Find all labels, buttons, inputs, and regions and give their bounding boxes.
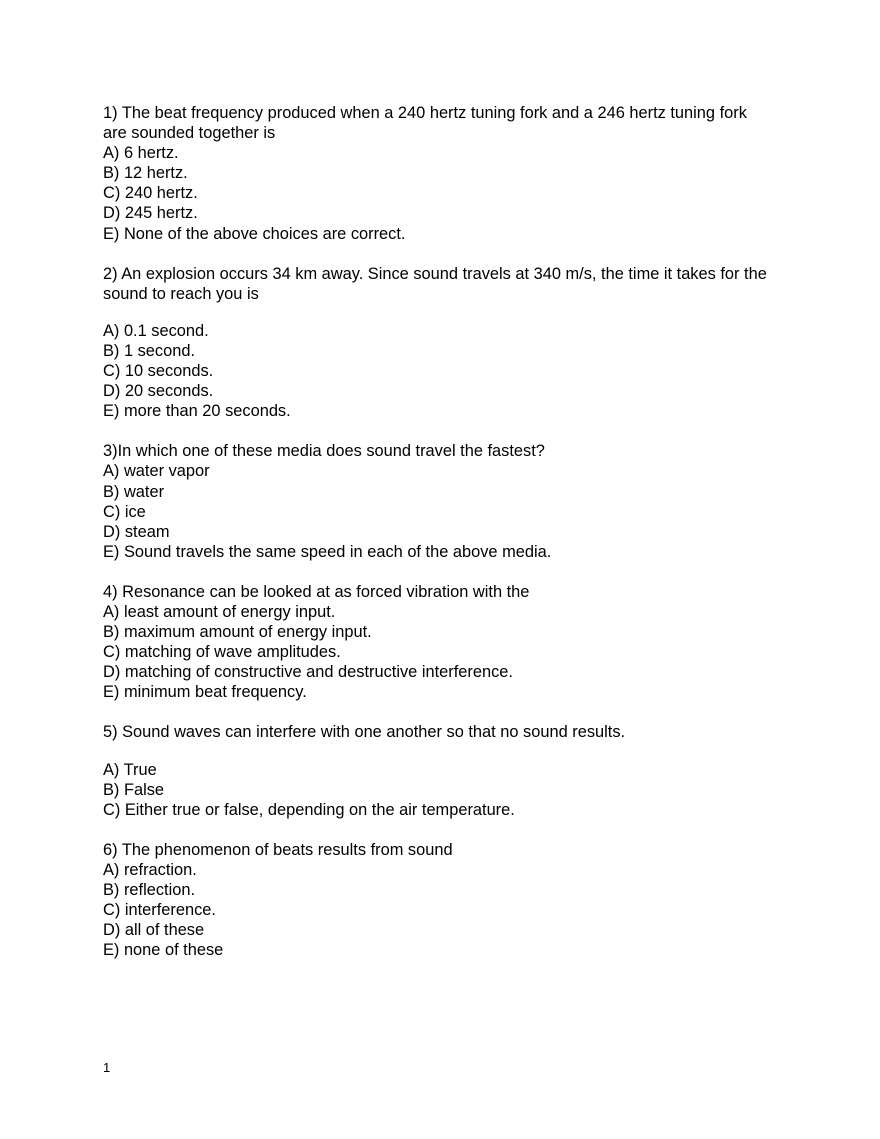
answer-choice: D) 20 seconds. xyxy=(103,382,214,401)
page-number: 1 xyxy=(103,1060,111,1075)
question-list xyxy=(103,103,793,960)
answer-choice: B) 1 second. xyxy=(103,341,196,360)
question-stem: 6) The phenomenon of beats results from sound xyxy=(103,840,453,859)
answer-choice: C) Either true or false, depending on the air temperature. xyxy=(103,800,515,819)
answer-choices xyxy=(103,760,793,820)
answer-choices xyxy=(103,321,793,421)
answer-choice: E) more than 20 seconds. xyxy=(103,402,291,421)
question-6 xyxy=(103,840,793,961)
answer-choices xyxy=(103,860,793,960)
answer-choices xyxy=(103,602,793,702)
answer-choice: C) 240 hertz. xyxy=(103,184,198,203)
question-stem: 5) Sound waves can interfere with one another so that no sound results. xyxy=(103,723,626,742)
answer-choice: A) least amount of energy input. xyxy=(103,602,336,621)
question-stem: 4) Resonance can be looked at as forced vibration with the xyxy=(103,582,530,601)
answer-choice: A) water vapor xyxy=(103,462,210,481)
question-stem: 3)In which one of these media does sound travel the fastest? xyxy=(103,442,545,461)
answer-choice: E) none of these xyxy=(103,941,224,960)
answer-choice: E) minimum beat frequency. xyxy=(103,683,307,702)
answer-choice: D) all of these xyxy=(103,921,205,940)
question-stem: 2) An explosion occurs 34 km away. Since sound travels at 340 m/s, the time it takes for the sound to reach you is xyxy=(103,264,767,303)
answer-choice: C) 10 seconds. xyxy=(103,362,214,381)
question-2 xyxy=(103,264,793,422)
answer-choice: D) 245 hertz. xyxy=(103,204,198,223)
answer-choices xyxy=(103,143,793,243)
answer-choices xyxy=(103,461,793,561)
answer-choice: B) water xyxy=(103,482,165,501)
answer-choice: A) True xyxy=(103,760,157,779)
answer-choice: B) reflection. xyxy=(103,881,196,899)
answer-choice: C) interference. xyxy=(103,901,216,920)
answer-choice: B) maximum amount of energy input. xyxy=(103,623,372,642)
answer-choice: A) 6 hertz. xyxy=(103,144,179,163)
answer-choice: D) matching of constructive and destructive interference. xyxy=(103,663,513,682)
answer-choice: B) False xyxy=(103,780,165,799)
question-4 xyxy=(103,582,793,703)
answer-choice: A) 0.1 second. xyxy=(103,321,209,340)
answer-choice: E) Sound travels the same speed in each of the above media. xyxy=(103,542,552,561)
answer-choice: C) ice xyxy=(103,502,146,521)
question-3 xyxy=(103,441,793,562)
answer-choice: C) matching of wave amplitudes. xyxy=(103,643,341,662)
answer-choice: D) steam xyxy=(103,522,170,541)
answer-choice: A) refraction. xyxy=(103,860,197,879)
question-5 xyxy=(103,722,793,819)
question-1 xyxy=(103,103,793,244)
answer-choice: B) 12 hertz. xyxy=(103,164,188,183)
question-stem: 1) The beat frequency produced when a 240 hertz tuning fork and a 246 hertz tuning fork are sounded together is xyxy=(103,104,747,143)
answer-choice: E) None of the above choices are correct. xyxy=(103,224,406,243)
